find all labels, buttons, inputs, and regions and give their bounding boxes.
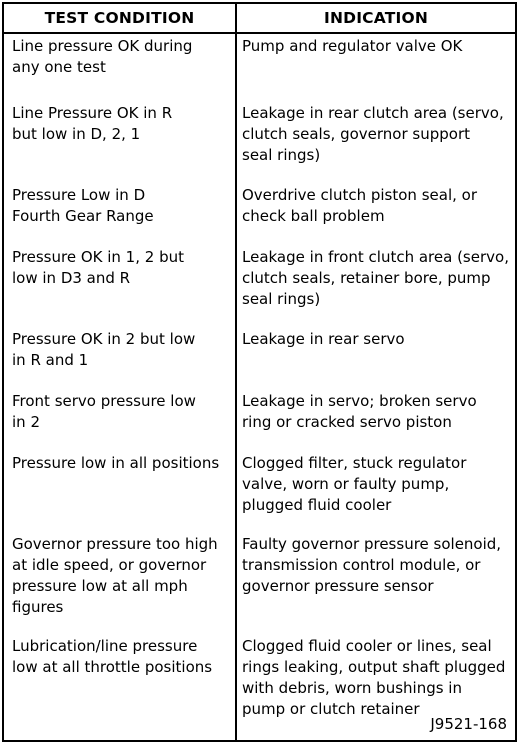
indication-line: Leakage in servo; broken servo — [242, 392, 477, 410]
indication-line: Leakage in front clutch area (servo, — [242, 248, 509, 266]
indication-line: seal rings) — [242, 146, 321, 164]
indication-line: rings leaking, output shaft plugged — [242, 658, 506, 676]
test-condition-line: Pressure Low in D — [12, 186, 146, 204]
test-condition-line: Pressure low in all positions — [12, 454, 220, 472]
diagnosis-table — [2, 2, 517, 742]
test-condition-line: figures — [12, 598, 64, 616]
test-condition-line: in 2 — [12, 413, 40, 431]
test-condition-cell — [12, 391, 232, 433]
table-header — [4, 4, 515, 34]
test-condition-line: at idle speed, or governor — [12, 556, 207, 574]
indication-cell — [242, 329, 514, 350]
column-divider — [235, 4, 237, 740]
test-condition-cell — [12, 103, 232, 145]
test-condition-cell — [12, 329, 232, 371]
indication-cell — [242, 247, 514, 310]
indication-line: seal rings) — [242, 290, 321, 308]
test-condition-line: low in D3 and R — [12, 269, 131, 287]
indication-line: Leakage in rear servo — [242, 330, 405, 348]
test-condition-line: Line Pressure OK in R — [12, 104, 173, 122]
test-condition-line: Pressure OK in 1, 2 but — [12, 248, 184, 266]
indication-line: clutch seals, governor support — [242, 125, 470, 143]
indication-cell — [242, 453, 514, 516]
indication-line: Leakage in rear clutch area (servo, — [242, 104, 504, 122]
header-test-condition: TEST CONDITION — [44, 9, 195, 27]
indication-cell — [242, 636, 514, 720]
indication-cell — [242, 534, 514, 597]
indication-cell — [242, 391, 514, 433]
test-condition-line: pressure low at all mph — [12, 577, 188, 595]
indication-line: ring or cracked servo piston — [242, 413, 452, 431]
indication-line: Overdrive clutch piston seal, or — [242, 186, 477, 204]
test-condition-cell — [12, 636, 232, 678]
indication-line: transmission control module, or — [242, 556, 481, 574]
indication-line: Clogged fluid cooler or lines, seal — [242, 637, 492, 655]
test-condition-line: low at all throttle positions — [12, 658, 213, 676]
test-condition-line: but low in D, 2, 1 — [12, 125, 141, 143]
test-condition-line: Line pressure OK during — [12, 37, 193, 55]
indication-cell — [242, 103, 514, 166]
test-condition-cell — [12, 453, 232, 474]
test-condition-cell — [12, 36, 232, 78]
test-condition-cell — [12, 185, 232, 227]
indication-line: pump or clutch retainer — [242, 700, 420, 718]
indication-line: Clogged filter, stuck regulator — [242, 454, 467, 472]
indication-cell — [242, 185, 514, 227]
header-indication: INDICATION — [323, 9, 429, 27]
test-condition-line: in R and 1 — [12, 351, 89, 369]
indication-line: governor pressure sensor — [242, 577, 434, 595]
test-condition-line: Fourth Gear Range — [12, 207, 154, 225]
indication-line: valve, worn or faulty pump, — [242, 475, 450, 493]
test-condition-line: any one test — [12, 58, 106, 76]
test-condition-cell — [12, 534, 232, 618]
test-condition-cell — [12, 247, 232, 289]
indication-line: clutch seals, retainer bore, pump — [242, 269, 491, 287]
indication-line: check ball problem — [242, 207, 385, 225]
indication-line: Faulty governor pressure solenoid, — [242, 535, 502, 553]
figure-code: J9521-168 — [430, 715, 507, 733]
test-condition-line: Lubrication/line pressure — [12, 637, 198, 655]
indication-line: plugged fluid cooler — [242, 496, 392, 514]
indication-cell — [242, 36, 514, 57]
indication-line: with debris, worn bushings in — [242, 679, 462, 697]
indication-line: Pump and regulator valve OK — [242, 37, 463, 55]
test-condition-line: Governor pressure too high — [12, 535, 218, 553]
test-condition-line: Pressure OK in 2 but low — [12, 330, 196, 348]
test-condition-line: Front servo pressure low — [12, 392, 196, 410]
